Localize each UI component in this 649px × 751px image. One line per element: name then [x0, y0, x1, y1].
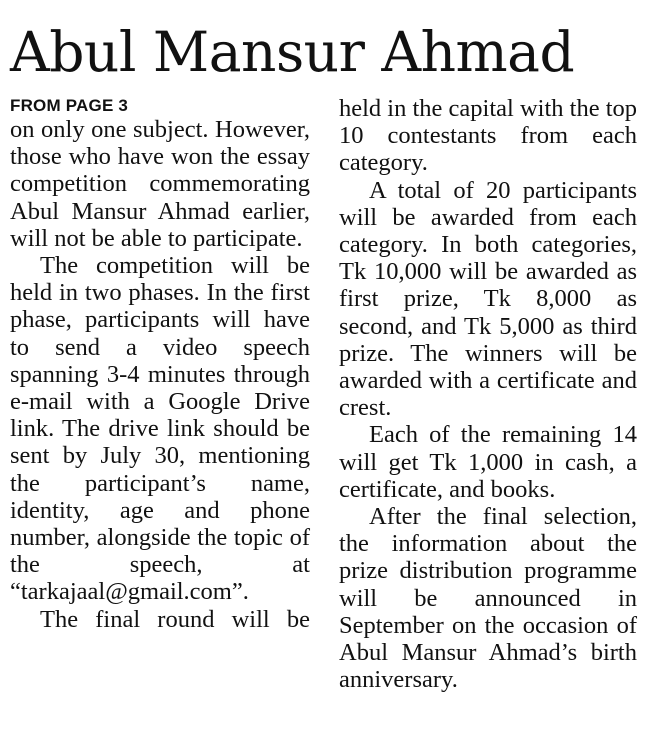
paragraph: on only one subject. However, those who have won the essay competition commemorating Abul Mansur Ahmad earlier, will not be able to participate. — [10, 116, 310, 252]
paragraph: A total of 20 participants will be awarded from each category. In both categories, Tk 10,000 will be awarded as first prize, Tk 8,000 as second, and Tk 5,000 as third prize. The winners will be awarded with a certificate and crest. — [339, 176, 637, 422]
article-column-right — [339, 95, 637, 693]
continuation-kicker: FROM PAGE 3 — [10, 96, 129, 115]
article-headline: Abul Mansur Ahmad — [10, 20, 575, 84]
paragraph: held in the capital with the top 10 contestants from each category. — [339, 95, 638, 177]
paragraph: The final round will be — [40, 605, 310, 633]
paragraph: After the final selection, the information about the prize distribution programme will be announced in September on the occasion of Abul Mansur Ahmad’s birth anniversary. — [339, 503, 637, 694]
paragraph: The competition will be held in two phases. In the first phase, participants will have to send a video speech spanning 3-4 minutes through e-mail with a Google Drive link. The drive link should be sent by July 30, mentioning the participant’s name, identity, age and phone number, alongside the topic of the speech, at “tarkajaal@gmail.com”. — [10, 252, 310, 606]
paragraph: Each of the remaining 14 will get Tk 1,000 in cash, a certificate, and books. — [339, 421, 637, 503]
article-column-left — [10, 95, 310, 633]
